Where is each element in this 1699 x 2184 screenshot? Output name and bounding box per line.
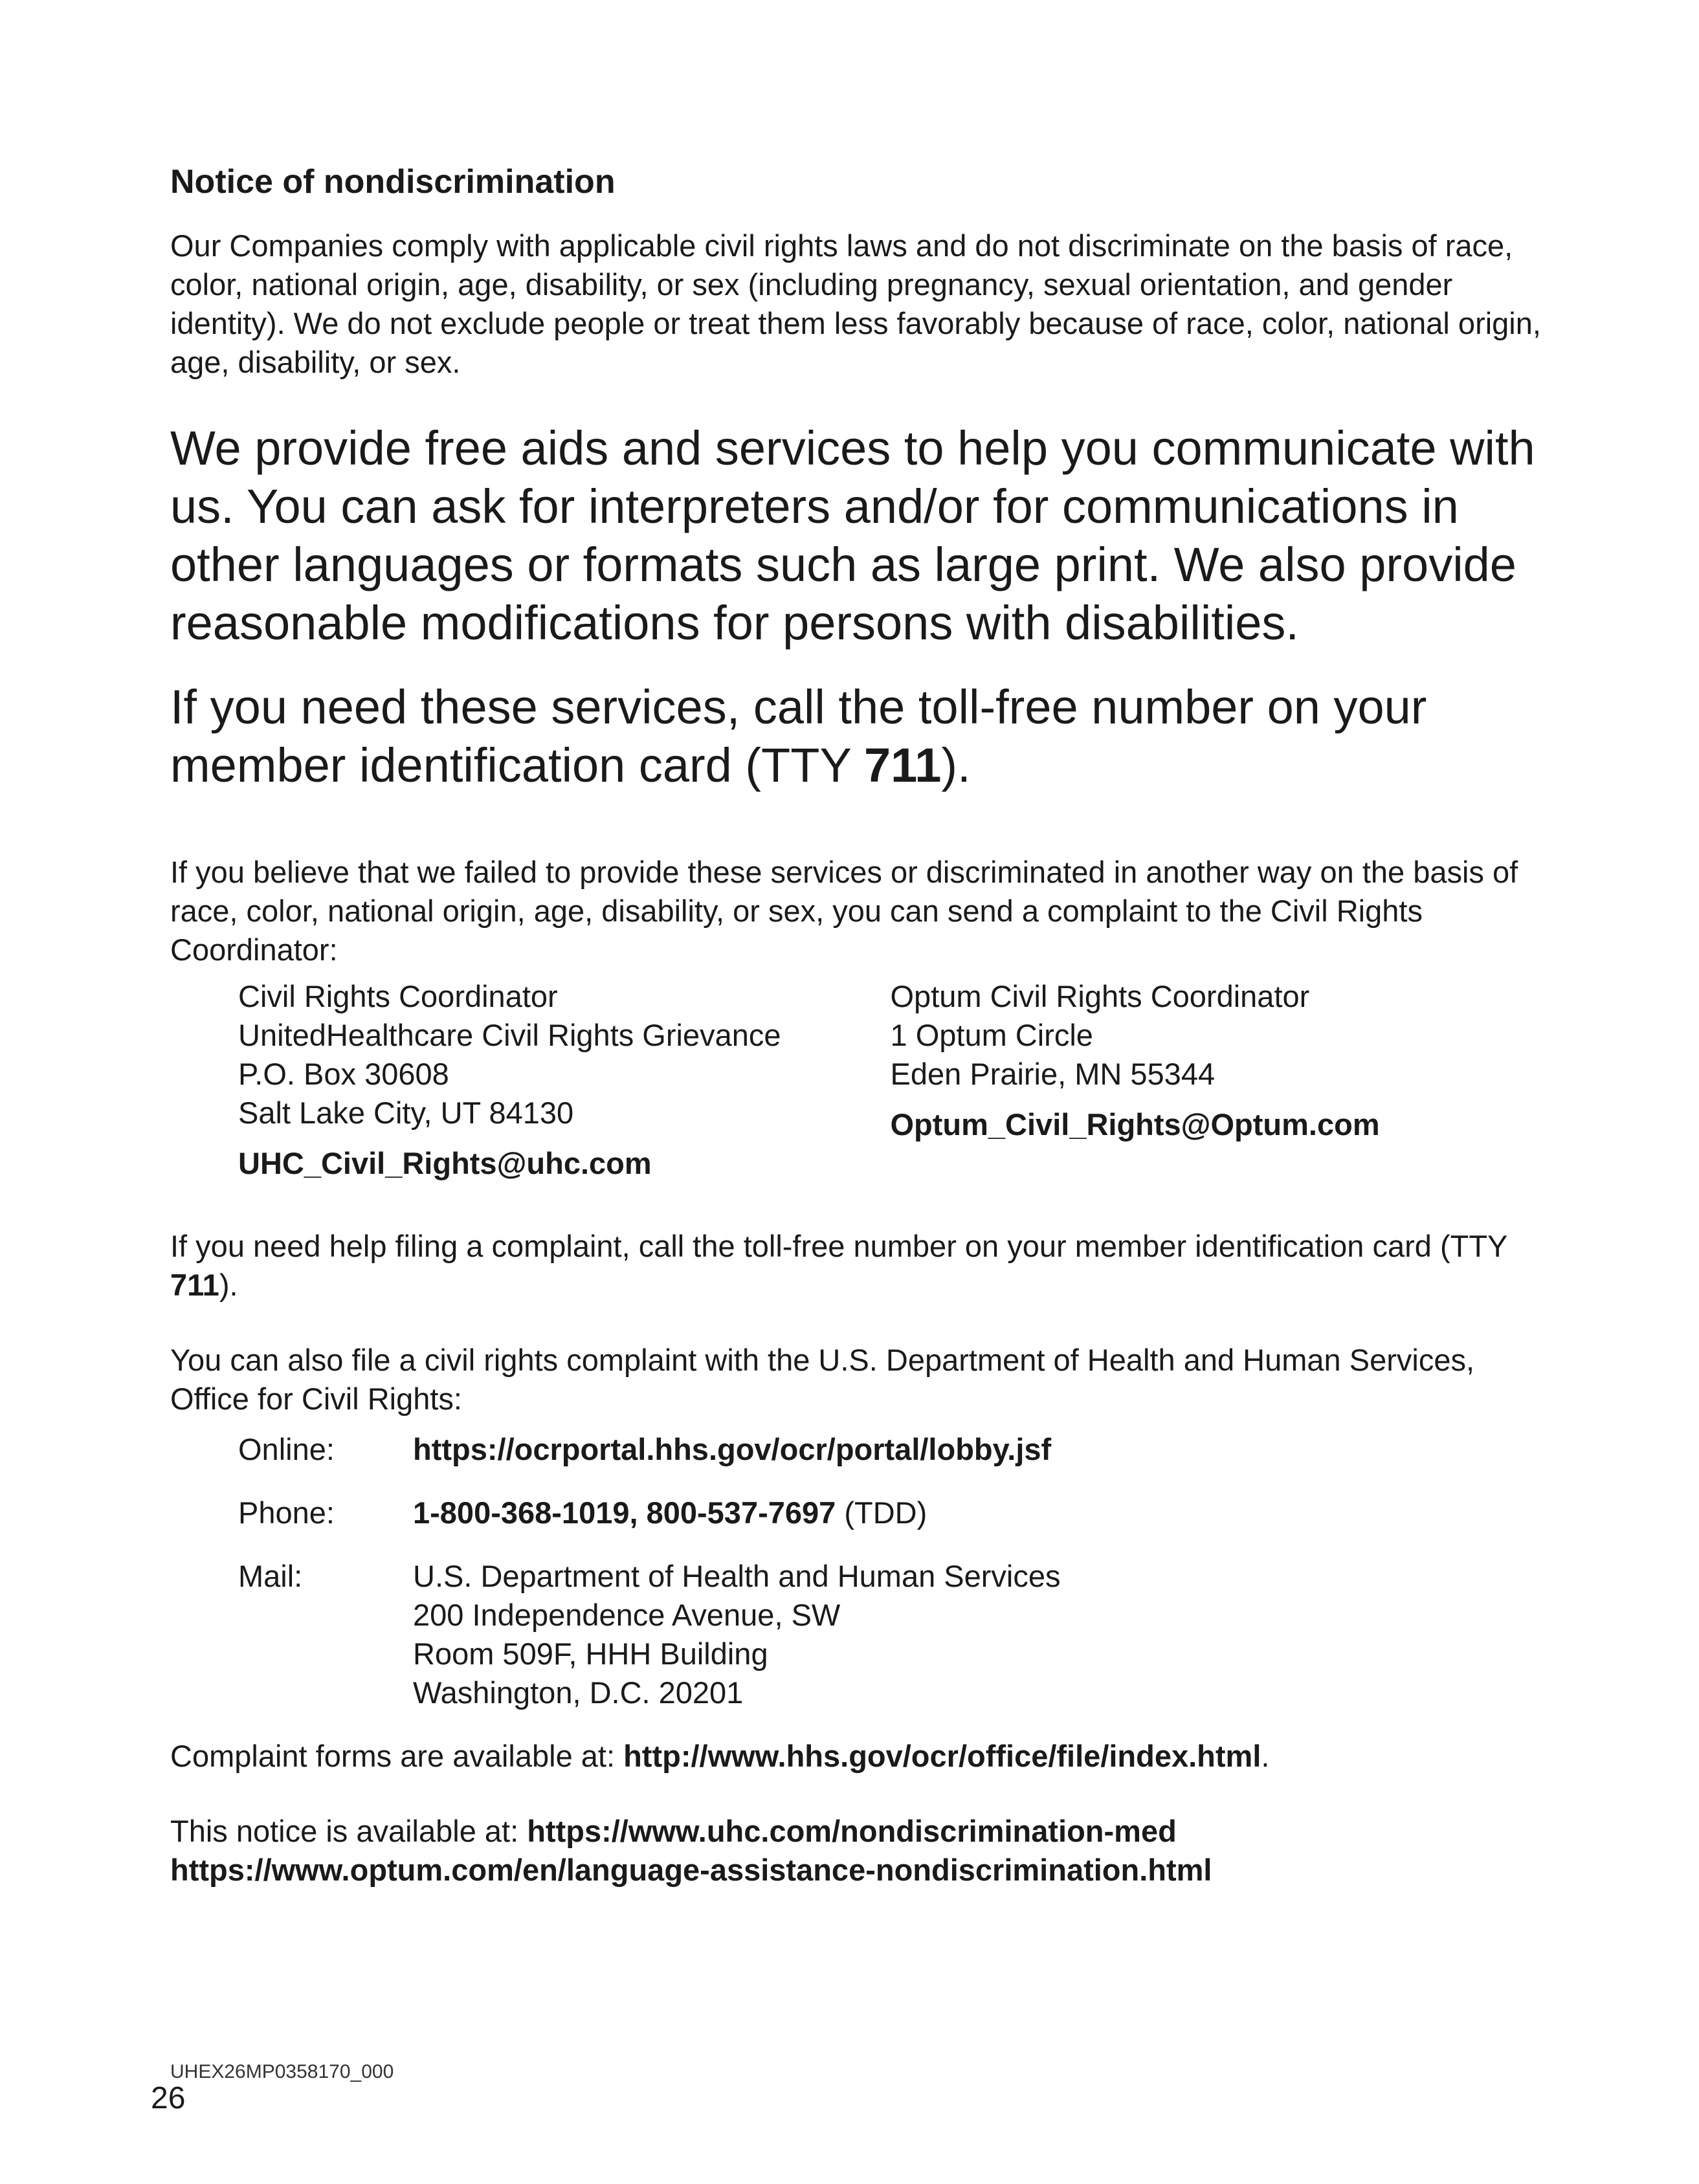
uhc-notice-link[interactable]: https://www.uhc.com/nondiscrimination-med (527, 1814, 1177, 1849)
uhc-address (238, 977, 891, 1183)
uhc-address-line: UnitedHealthcare Civil Rights Grievance (238, 1018, 781, 1053)
services-paragraph: We provide free aids and services to help you communicate with us. You can ask for interpreters and/or for communications in other languages or formats such as large print. We also provide reasonable modifications for persons with disabilities. (170, 421, 1535, 650)
page-title: Notice of nondiscrimination (170, 163, 616, 201)
call-text: If you need these services, call the toll-free number on your member identification card (TTY (170, 680, 1427, 793)
hhs-contacts (238, 1430, 1542, 1712)
availability-paragraph: This notice is available at: https://www.uhc.com/nondiscrimination-med https://www.optum.com/en/language-assistance-nondiscrimination.html (170, 1814, 1212, 1888)
phone-value[interactable]: 1-800-368-1019, 800-537-7697 (TDD) (413, 1495, 927, 1530)
optum-email-link[interactable]: Optum_Civil_Rights@Optum.com (890, 1107, 1380, 1142)
optum-address-line: 1 Optum Circle (890, 1018, 1093, 1053)
online-link[interactable]: https://ocrportal.hhs.gov/ocr/portal/lobby.jsf (413, 1432, 1052, 1467)
mail-address: U.S. Department of Health and Human Services 200 Independence Avenue, SW Room 509F, HHH Building Washington, D.C. 20201 (413, 1559, 1061, 1710)
phone-label: Phone: (238, 1495, 335, 1530)
optum-notice-link[interactable]: https://www.optum.com/en/language-assistance-nondiscrimination.html (170, 1853, 1212, 1888)
help-end: ). (219, 1268, 238, 1303)
optum-address (891, 977, 1543, 1183)
uhc-address-line: Salt Lake City, UT 84130 (238, 1096, 574, 1131)
uhc-address-line: P.O. Box 30608 (238, 1057, 449, 1092)
notice-page (170, 162, 1542, 1890)
forms-link[interactable]: http://www.hhs.gov/ocr/office/file/index.html (623, 1739, 1261, 1774)
document-code: UHEX26MP0358170_000 (170, 2061, 394, 2082)
mail-row (238, 1557, 1542, 1712)
optum-address-line: Eden Prairie, MN 55344 (890, 1057, 1216, 1092)
complaint-paragraph: If you believe that we failed to provide these services or discriminated in another way on the basis of race, color, national origin, age, disability, or sex, you can send a complaint to the Civil Rights Coordinator: (170, 855, 1518, 967)
uhc-email-link[interactable]: UHC_Civil_Rights@uhc.com (238, 1146, 652, 1181)
help-paragraph (170, 1227, 1542, 1305)
phone-row (238, 1494, 1542, 1532)
page-number: 26 (151, 2081, 186, 2115)
call-paragraph (170, 678, 1542, 795)
online-row (238, 1430, 1542, 1469)
help-tty-number: 711 (170, 1268, 219, 1303)
uhc-address-line: Civil Rights Coordinator (238, 979, 558, 1014)
hhs-paragraph: You can also file a civil rights complaint with the U.S. Department of Health and Human Services, Office for Civil Rights: (170, 1343, 1475, 1417)
coordinator-addresses (238, 977, 1542, 1183)
optum-address-line: Optum Civil Rights Coordinator (890, 979, 1310, 1014)
forms-paragraph: Complaint forms are available at: http://www.hhs.gov/ocr/office/file/index.html. (170, 1739, 1270, 1774)
intro-paragraph: Our Companies comply with applicable civil rights laws and do not discriminate on the basis of race, color, national origin, age, disability, or sex (including pregnancy, sexual orientation, and gender identity). We do not exclude people or treat them less favorably because of race, color, national origin, age, disability, or sex. (170, 228, 1541, 380)
help-text: If you need help filing a complaint, call the toll-free number on your member identification card (TTY (170, 1229, 1507, 1264)
mail-label: Mail: (238, 1559, 303, 1594)
tty-number: 711 (864, 738, 942, 793)
online-label: Online: (238, 1432, 335, 1467)
call-end: ). (941, 738, 971, 793)
